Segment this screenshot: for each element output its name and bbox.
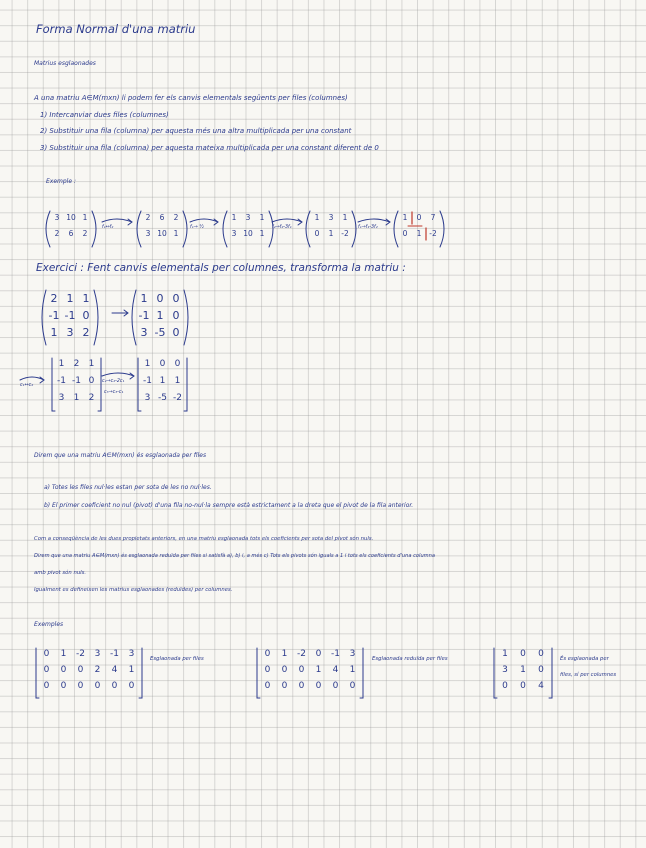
matrix-entry: 1	[128, 665, 135, 675]
right-parenthesis	[94, 290, 98, 345]
matrix-entry: -1	[110, 649, 119, 659]
note-1: Com a conseqüència de les dues propietats anteriors, en una matriu esglaonada tots els coeficients per sota del pivot són nuls.	[34, 536, 374, 542]
matrix-entry: 1	[159, 376, 166, 386]
matrix-entry: 3	[140, 326, 148, 339]
matrix-entry: 3	[128, 649, 135, 659]
matrix-entry: 7	[430, 213, 436, 222]
note-3: amb pivot són nuls.	[34, 570, 87, 576]
matrix-entry: 2	[94, 665, 101, 675]
matrix-entry: 6	[159, 213, 165, 222]
matrix-entry: 10	[243, 229, 253, 238]
matrix-entry: 1	[502, 649, 508, 659]
example-1-label: Esglaonada per files	[150, 656, 204, 662]
matrix-entry: -2	[76, 649, 85, 659]
matrix-entry: 2	[73, 359, 80, 369]
matrix-entry: 0	[520, 649, 526, 659]
matrix-entry: 1	[156, 309, 164, 322]
matrix-entry: 1	[259, 229, 265, 238]
matrix-entry: 0	[315, 649, 322, 659]
matrix-entry: 1	[328, 229, 334, 238]
matrix-entry: 1	[231, 213, 237, 222]
matrix-entry: 0	[349, 681, 356, 691]
matrix-entry: 0	[60, 681, 67, 691]
matrix-entry: 1	[349, 665, 356, 675]
matrix-entry: 0	[43, 681, 50, 691]
matrix-entry: 0	[315, 681, 322, 691]
matrix-entry: 2	[82, 229, 88, 238]
op-3: 3) Substituir una fila (columna) per aquesta mateixa multiplicada per una constant diferent de 0	[40, 144, 379, 152]
right-parenthesis	[184, 290, 188, 345]
matrix-entry: 0	[128, 681, 135, 691]
right-parenthesis	[92, 211, 96, 247]
matrix-entry: -1	[143, 376, 152, 386]
matrix-entry: 1	[144, 359, 151, 369]
matrix-entry: 3	[66, 326, 74, 339]
matrix-entry: 1	[342, 213, 348, 222]
matrix-entry: 3	[349, 649, 356, 659]
examples-label: Exemples	[34, 621, 64, 628]
matrix-entry: 3	[502, 665, 508, 675]
example-label: Exemple :	[46, 178, 76, 185]
matrix-entry: 0	[43, 649, 50, 659]
matrix-entry: 0	[332, 681, 339, 691]
matrix-entry: 3	[145, 229, 151, 238]
matrix-entry: 0	[172, 292, 180, 305]
matrix-entry: 0	[172, 309, 180, 322]
matrix-entry: 1	[402, 213, 408, 222]
matrix-entry: 0	[94, 681, 101, 691]
matrix-entry: -2	[173, 393, 182, 403]
matrix-entry: 0	[60, 665, 67, 675]
matrix-entry: 1	[314, 213, 320, 222]
op-2: 2) Substituir una fila (columna) per aquesta més una altra multiplicada per una constant	[40, 127, 352, 135]
matrix-entry: 0	[314, 229, 320, 238]
matrix-entry: 3	[54, 213, 60, 222]
matrix-entry: 0	[264, 681, 271, 691]
arrow-label: f₁→ ½	[190, 225, 204, 230]
exercise-text: Exercici : Fent canvis elementals per columnes, transforma la matriu :	[36, 262, 406, 274]
matrix-entry: 1	[88, 359, 95, 369]
matrix-entry: 0	[111, 681, 118, 691]
matrix-entry: 4	[332, 665, 339, 675]
matrix-entry: 6	[68, 229, 74, 238]
matrix-entry: -1	[64, 309, 76, 322]
matrix-entry: -1	[48, 309, 60, 322]
matrix-entry: 0	[77, 665, 84, 675]
matrix-entry: 0	[402, 229, 408, 238]
matrix-entry: 10	[66, 213, 76, 222]
matrix-entry: 3	[328, 213, 334, 222]
matrix-entry: -2	[341, 229, 349, 238]
matrix-entry: 2	[88, 393, 95, 403]
matrix-entry: 0	[172, 326, 180, 339]
matrix-entry: 1	[281, 649, 288, 659]
arrow-label: f₁↔f₂	[102, 225, 114, 230]
matrix-entry: 1	[140, 292, 148, 305]
matrix-entry: 0	[281, 681, 288, 691]
matrix-entry: 1	[73, 393, 80, 403]
matrix-entry: 3	[231, 229, 237, 238]
matrix-entry: 0	[298, 665, 305, 675]
example-3-label-2: files, sí per columnes	[560, 672, 617, 678]
matrix-entry: -1	[57, 376, 66, 386]
matrix-entry: 0	[159, 359, 166, 369]
matrix-entry: 0	[502, 681, 508, 691]
matrix-entry: 1	[416, 229, 422, 238]
matrix-entry: 0	[520, 681, 526, 691]
matrix-entry: 10	[157, 229, 167, 238]
right-parenthesis	[352, 211, 356, 247]
matrix-entry: 1	[66, 292, 74, 305]
matrix-entry: -5	[154, 326, 166, 339]
matrix-entry: 0	[88, 376, 95, 386]
matrix-entry: 0	[298, 681, 305, 691]
page-title: Forma Normal d'una matriu	[36, 22, 196, 36]
matrix-entry: 3	[144, 393, 151, 403]
matrix-entry: 0	[174, 359, 181, 369]
matrix-entry: 1	[50, 326, 58, 339]
matrix-entry: 2	[50, 292, 58, 305]
matrix-entry: 1	[82, 292, 90, 305]
matrix-entry: 1	[60, 649, 67, 659]
right-parenthesis	[440, 211, 444, 247]
arrow-icon	[112, 310, 128, 316]
note-2: Direm que una matriu A∈M(mxn) és esglaonada reduïda per files si satisfà a), b) i, a més c) Tots els pivots són iguals a 1 i tots els coeficients d'una columna	[34, 553, 435, 559]
matrix-entry: 0	[264, 665, 271, 675]
condition-b: b) El primer coeficient no nul (pivot) d'una fila no-nul·la sempre està estrictament a la dreta que el pivot de la fila anterior.	[44, 502, 414, 509]
arrow-label: c₁↔c₂	[20, 383, 34, 388]
matrix-entry: 0	[77, 681, 84, 691]
matrix-entry: -5	[158, 393, 167, 403]
matrix-bracket-drawing	[112, 308, 130, 318]
intro-text: A una matriu A∈M(mxn) li podem fer els canvis elementals següents per files (columnes)	[34, 94, 348, 102]
section-subtitle: Matrius esglaonades	[34, 60, 96, 67]
matrix-entry: -1	[138, 309, 150, 322]
matrix-entry: 1	[174, 376, 181, 386]
matrix-entry: 2	[54, 229, 60, 238]
example-2-label: Esglaonada reduïda per files	[372, 656, 448, 662]
matrix-entry: 0	[264, 649, 271, 659]
matrix-entry: 0	[156, 292, 164, 305]
matrix-entry: 3	[58, 393, 65, 403]
matrix-entry: 0	[538, 665, 544, 675]
arrow-label: f₁→f₁-3f₂	[358, 225, 378, 230]
example-3-label: És esglaonada per	[560, 656, 609, 662]
matrix-entry: 1	[315, 665, 322, 675]
right-parenthesis	[183, 211, 187, 247]
matrix-entry: -1	[331, 649, 340, 659]
definition-text: Direm que una matriu A∈M(mxn) és esglaonada per files	[34, 452, 207, 459]
arrow-label-2: c₃→c₃-c₁	[104, 390, 124, 395]
note-4: Igualment es defineixen les matrius esglaonades (reduïdes) per columnes.	[34, 587, 233, 593]
condition-a: a) Totes les files nul·les estan per sota de les no nul·les.	[44, 484, 212, 491]
matrix-bracket-drawing	[400, 210, 430, 240]
matrix-entry: 3	[94, 649, 101, 659]
matrix-entry: 0	[43, 665, 50, 675]
matrix-entry: -2	[429, 229, 437, 238]
arrow-label: c₂→c₂-2c₁	[102, 379, 125, 384]
matrix-entry: 0	[82, 309, 90, 322]
matrix-entry: 4	[111, 665, 118, 675]
matrix-entry: 1	[173, 229, 179, 238]
matrix-entry: 2	[145, 213, 151, 222]
matrix-entry: 3	[245, 213, 251, 222]
matrix-entry: 2	[82, 326, 90, 339]
matrix-entry: 1	[58, 359, 65, 369]
matrix-entry: 1	[520, 665, 526, 675]
matrix-entry: 0	[416, 213, 422, 222]
arrow-label: f₂→f₂-3f₁	[272, 225, 292, 230]
matrix-entry: 0	[538, 649, 544, 659]
matrix-entry: 2	[173, 213, 179, 222]
matrix-entry: 0	[281, 665, 288, 675]
matrix-entry: -2	[297, 649, 306, 659]
matrix-entry: 4	[538, 681, 544, 691]
matrix-entry: 1	[259, 213, 265, 222]
op-1: 1) Intercanviar dues files (columnes)	[40, 111, 169, 119]
matrix-entry: 1	[82, 213, 88, 222]
matrix-entry: -1	[72, 376, 81, 386]
